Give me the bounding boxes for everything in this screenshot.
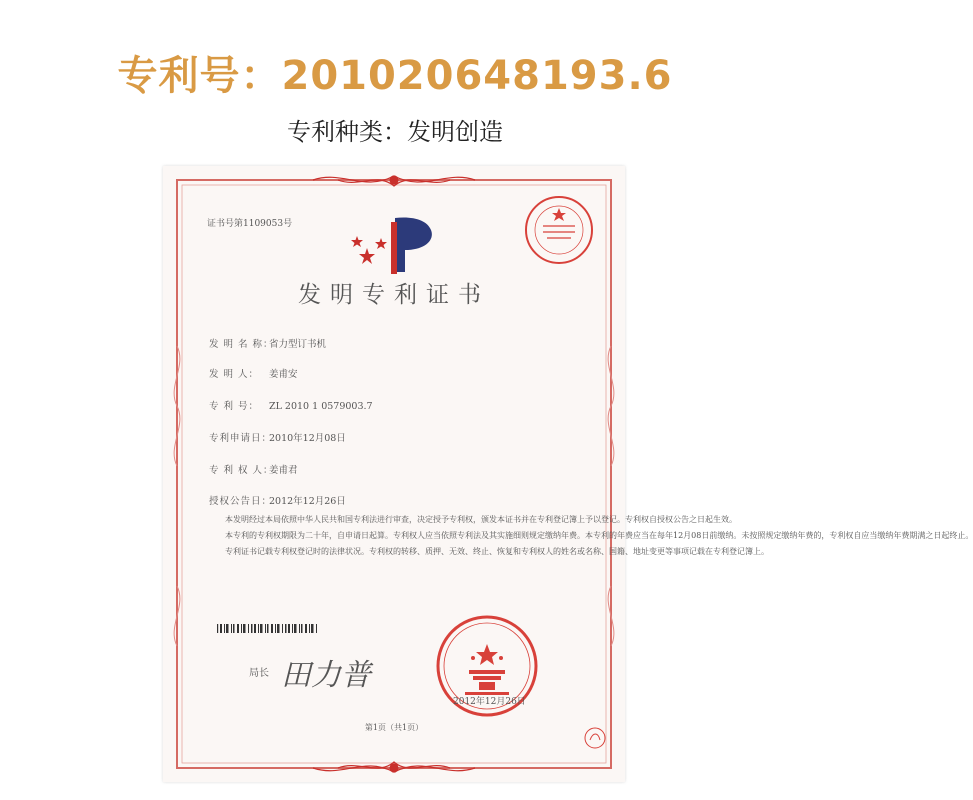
agency-seal <box>523 194 595 266</box>
field-label: 专 利 权 人： <box>209 465 274 476</box>
field-label: 授权公告日： <box>209 496 273 507</box>
field-patent-number <box>209 398 373 412</box>
patent-office-emblem <box>351 218 432 275</box>
director-label: 局长 <box>249 668 269 679</box>
patent-number-heading: 专利号：201020648193.6 <box>117 53 673 99</box>
field-grant-date <box>209 493 346 507</box>
field-application-date <box>209 430 346 444</box>
body-paragraph: 专利证书记载专利权登记时的法律状况。专利权的转移、质押、无效、终止、恢复和专利权人的姓名或名称、国籍、地址变更等事项记载在专利登记簿上。 <box>225 547 769 556</box>
certificate-title: 发明专利证书 <box>298 282 490 308</box>
field-value: 姜甫君 <box>269 465 298 476</box>
director-signature: 田力普 <box>281 658 371 693</box>
patent-type-heading: 专利种类：发明创造 <box>287 118 503 146</box>
field-value: 2010年12月08日 <box>269 433 346 444</box>
certificate-number: 证书号第1109053号 <box>207 219 293 229</box>
field-value: ZL 2010 1 0579003.7 <box>269 401 373 412</box>
field-label: 专 利 号： <box>209 401 260 412</box>
field-value: 2012年12月26日 <box>269 496 346 507</box>
field-value: 姜甫安 <box>269 369 298 380</box>
certificate-body <box>209 512 973 560</box>
field-invention-name <box>209 336 326 350</box>
field-patentee <box>209 462 298 476</box>
field-inventor <box>209 366 298 380</box>
patent-certificate <box>163 166 973 782</box>
page-footer: 第1页（共1页） <box>364 723 424 732</box>
field-label: 专利申请日： <box>209 433 273 444</box>
barcode <box>217 624 317 633</box>
body-paragraph: 本发明经过本局依照中华人民共和国专利法进行审查，决定授予专利权，颁发本证书并在专利登记簿上予以登记。专利权自授权公告之日起生效。 <box>225 515 737 524</box>
field-label: 发 明 名 称： <box>209 339 274 350</box>
seal-date: 2012年12月26日 <box>453 697 526 707</box>
body-paragraph: 本专利的专利权期限为二十年，自申请日起算。专利权人应当依照专利法及其实施细则规定缴纳年费。本专利的年费应当在每年12月08日前缴纳。未按照规定缴纳年费的，专利权自应当缴纳年费期满之日起终止。 <box>225 531 973 540</box>
field-value: 省力型订书机 <box>269 339 327 350</box>
field-label: 发 明 人： <box>209 369 260 380</box>
